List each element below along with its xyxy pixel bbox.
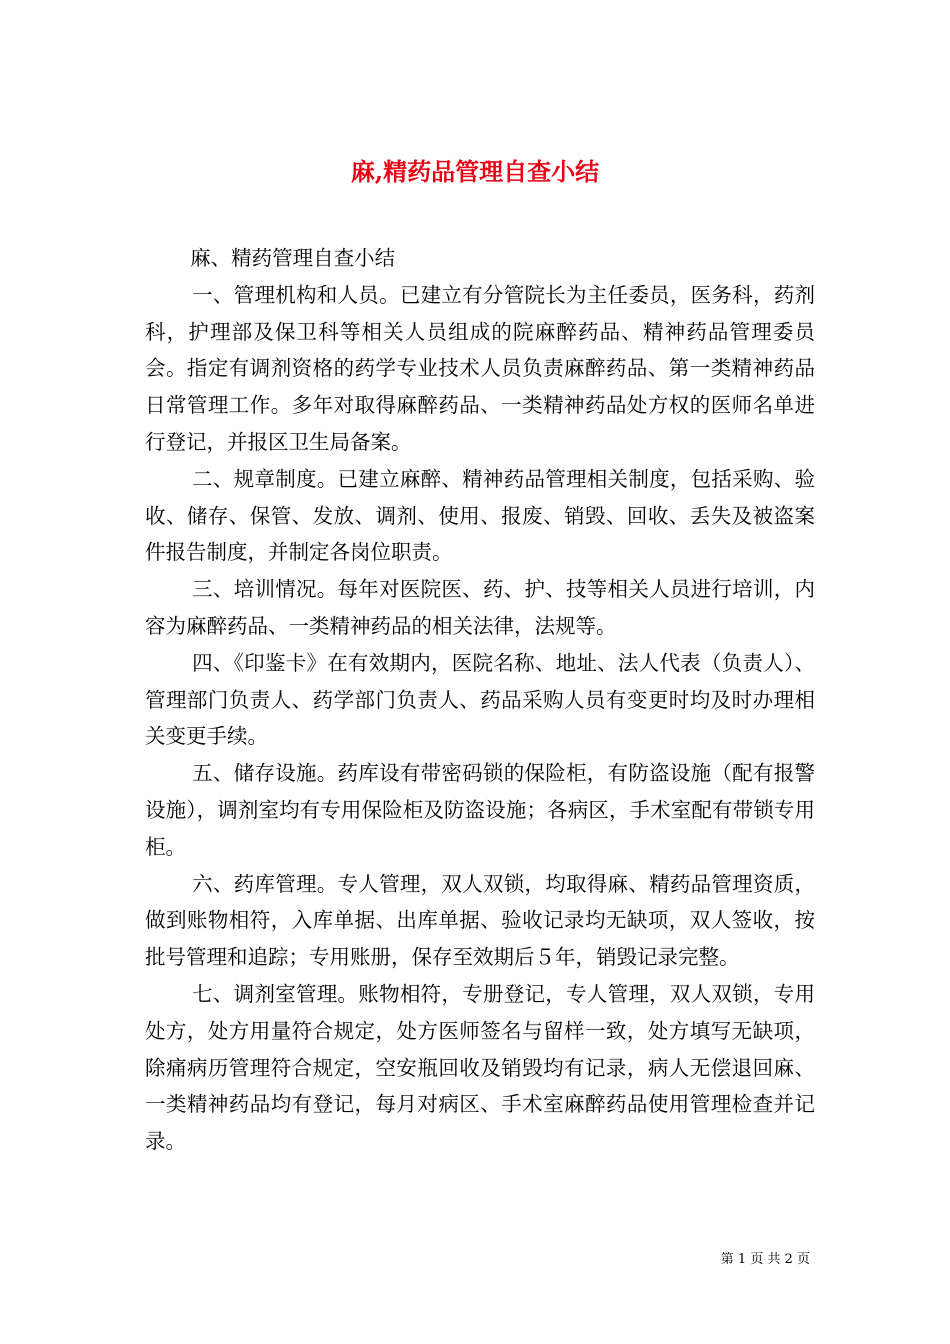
paragraph-7-dispensary: 七、调剂室管理。账物相符，专册登记，专人管理，双人双锁，专用处方，处方用量符合规定，处方医师签名与留样一致，处方填写无缺项，除痛病历管理符合规定，空安瓶回收及销毁均有记录，病人无偿退回麻、一类精神药品均有登记，每月对病区、手术室麻醉药品使用管理检查并记录。 (145, 981, 815, 1154)
document-subtitle: 麻、精药管理自查小结 (190, 246, 396, 270)
paragraph-1-organization: 一、管理机构和人员。已建立有分管院长为主任委员，医务科，药剂科，护理部及保卫科等相关人员组成的院麻醉药品、精神药品管理委员会。指定有调剂资格的药学专业技术人员负责麻醉药品、第一类精神药品日常管理工作。多年对取得麻醉药品、一类精神药品处方权的医师名单进行登记，并报区卫生局备案。 (145, 282, 815, 454)
page-number: 第 1 页 共 2 页 (720, 1252, 810, 1267)
paragraph-4-seal-card: 四、《印鉴卡》在有效期内，医院名称、地址、法人代表（负责人）、管理部门负责人、药学部门负责人、药品采购人员有变更时均及时办理相关变更手续。 (145, 650, 815, 749)
paragraph-6-warehouse: 六、药库管理。专人管理，双人双锁，均取得麻、精药品管理资质，做到账物相符，入库单据、出库单据、验收记录均无缺项，双人签收，按批号管理和追踪；专用账册，保存至效期后５年，销毁记录完整。 (145, 871, 815, 970)
paragraph-2-regulations: 二、规章制度。已建立麻醉、精神药品管理相关制度，包括采购、验收、储存、保管、发放、调剂、使用、报废、销毁、回收、丢失及被盗案件报告制度，并制定各岗位职责。 (145, 466, 815, 565)
paragraph-3-training: 三、培训情况。每年对医院医、药、护、技等相关人员进行培训，内容为麻醉药品、一类精神药品的相关法律，法规等。 (145, 577, 815, 638)
document-body (145, 240, 815, 1160)
document-title: 麻,精药品管理自查小结 (350, 157, 600, 187)
paragraph-5-storage: 五、储存设施。药库设有带密码锁的保险柜，有防盗设施（配有报警设施），调剂室均有专用保险柜及防盗设施；各病区，手术室配有带锁专用柜。 (145, 761, 815, 859)
